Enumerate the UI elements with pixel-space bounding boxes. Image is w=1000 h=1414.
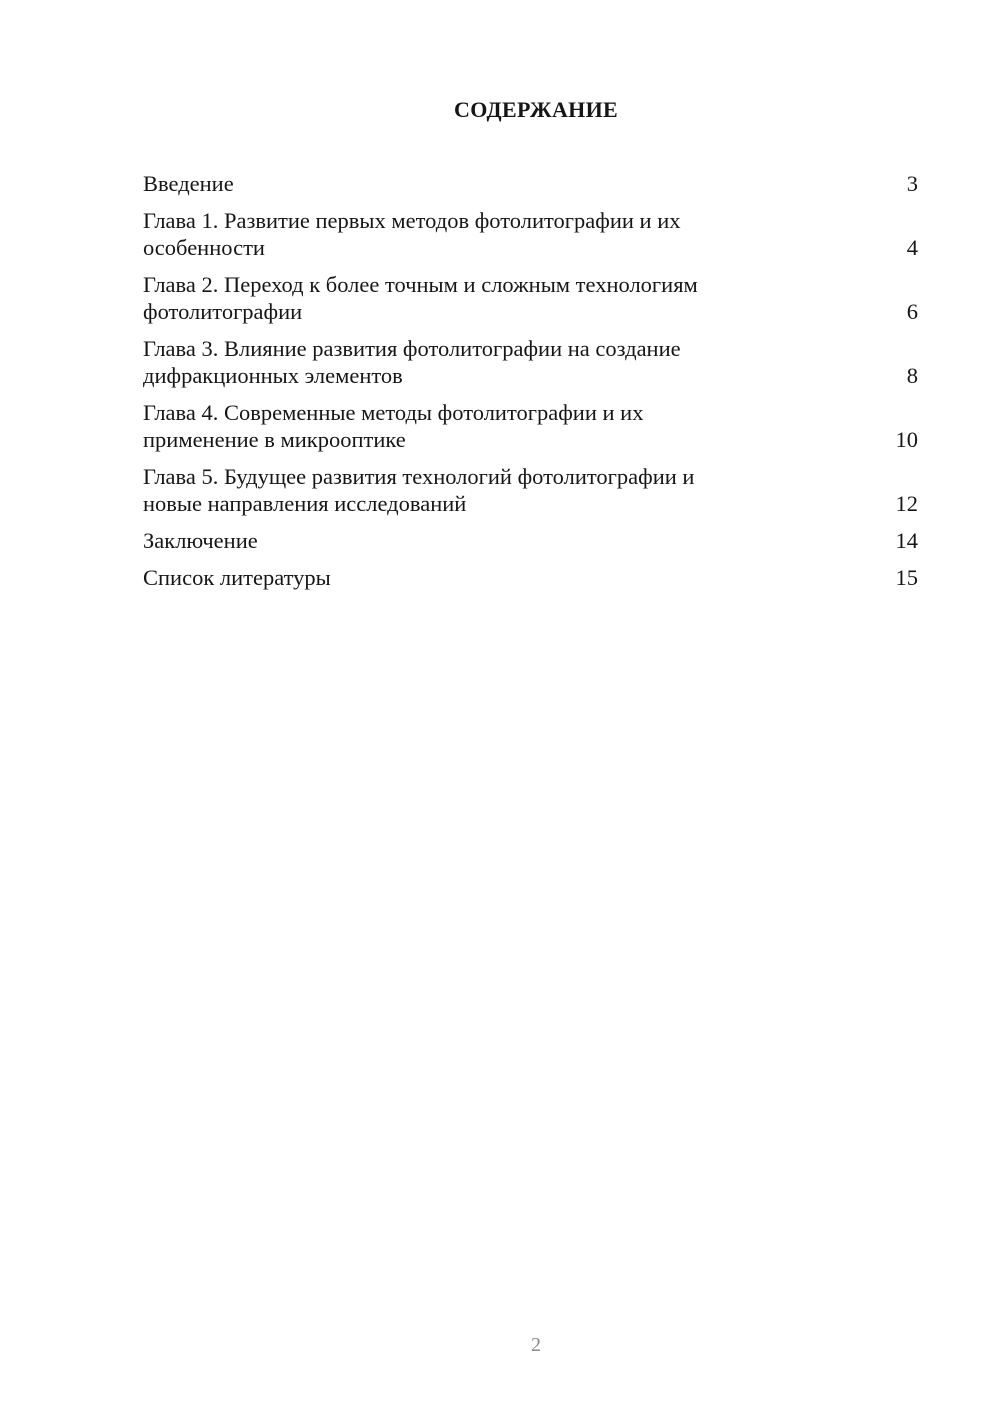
- toc-entry-line: Список литературы: [143, 565, 331, 590]
- toc-entry-line: Заключение: [143, 528, 258, 553]
- toc-entry-page-number: 8: [906, 363, 918, 388]
- toc-entry-page-number: 10: [895, 427, 918, 452]
- toc-entry-line: особенности: [143, 235, 265, 260]
- toc-entry-text: [143, 399, 783, 453]
- toc-entry-chapter-4: [143, 399, 918, 453]
- table-of-contents: [143, 170, 918, 601]
- toc-entry-introduction: [143, 170, 918, 197]
- toc-entry-page-number: 4: [906, 235, 918, 260]
- toc-entry-line: новые направления исследований: [143, 491, 467, 516]
- toc-entry-page-number: 3: [906, 171, 918, 196]
- toc-title: СОДЕРЖАНИЕ: [454, 97, 618, 122]
- toc-entry-line: Глава 1. Развитие первых методов фотолитографии и их: [143, 208, 681, 233]
- toc-entry-references: [143, 564, 918, 591]
- toc-entry-chapter-3: [143, 335, 918, 389]
- toc-entry-text: [143, 271, 783, 325]
- toc-entry-line: Введение: [143, 171, 234, 196]
- toc-entry-line: дифракционных элементов: [143, 363, 403, 388]
- toc-entry-page-number: 6: [906, 299, 918, 324]
- page-number: 2: [531, 1334, 541, 1356]
- toc-entry-text: [143, 527, 783, 554]
- toc-entry-chapter-5: [143, 463, 918, 517]
- toc-entry-chapter-1: [143, 207, 918, 261]
- toc-entry-page-number: 12: [895, 491, 918, 516]
- toc-entry-line: Глава 2. Переход к более точным и сложным технологиям: [143, 272, 698, 297]
- toc-entry-text: [143, 170, 783, 197]
- toc-entry-text: [143, 564, 783, 591]
- toc-entry-line: Глава 5. Будущее развития технологий фотолитографии и: [143, 464, 695, 489]
- toc-entry-text: [143, 463, 783, 517]
- toc-entry-page-number: 14: [895, 528, 918, 553]
- toc-entry-line: Глава 3. Влияние развития фотолитографии на создание: [143, 336, 681, 361]
- toc-entry-conclusion: [143, 527, 918, 554]
- toc-entry-text: [143, 207, 783, 261]
- toc-entry-page-number: 15: [895, 565, 918, 590]
- toc-entry-chapter-2: [143, 271, 918, 325]
- toc-entry-line: фотолитографии: [143, 299, 303, 324]
- toc-entry-text: [143, 335, 783, 389]
- toc-entry-line: применение в микрооптике: [143, 427, 406, 452]
- toc-entry-line: Глава 4. Современные методы фотолитографии и их: [143, 400, 644, 425]
